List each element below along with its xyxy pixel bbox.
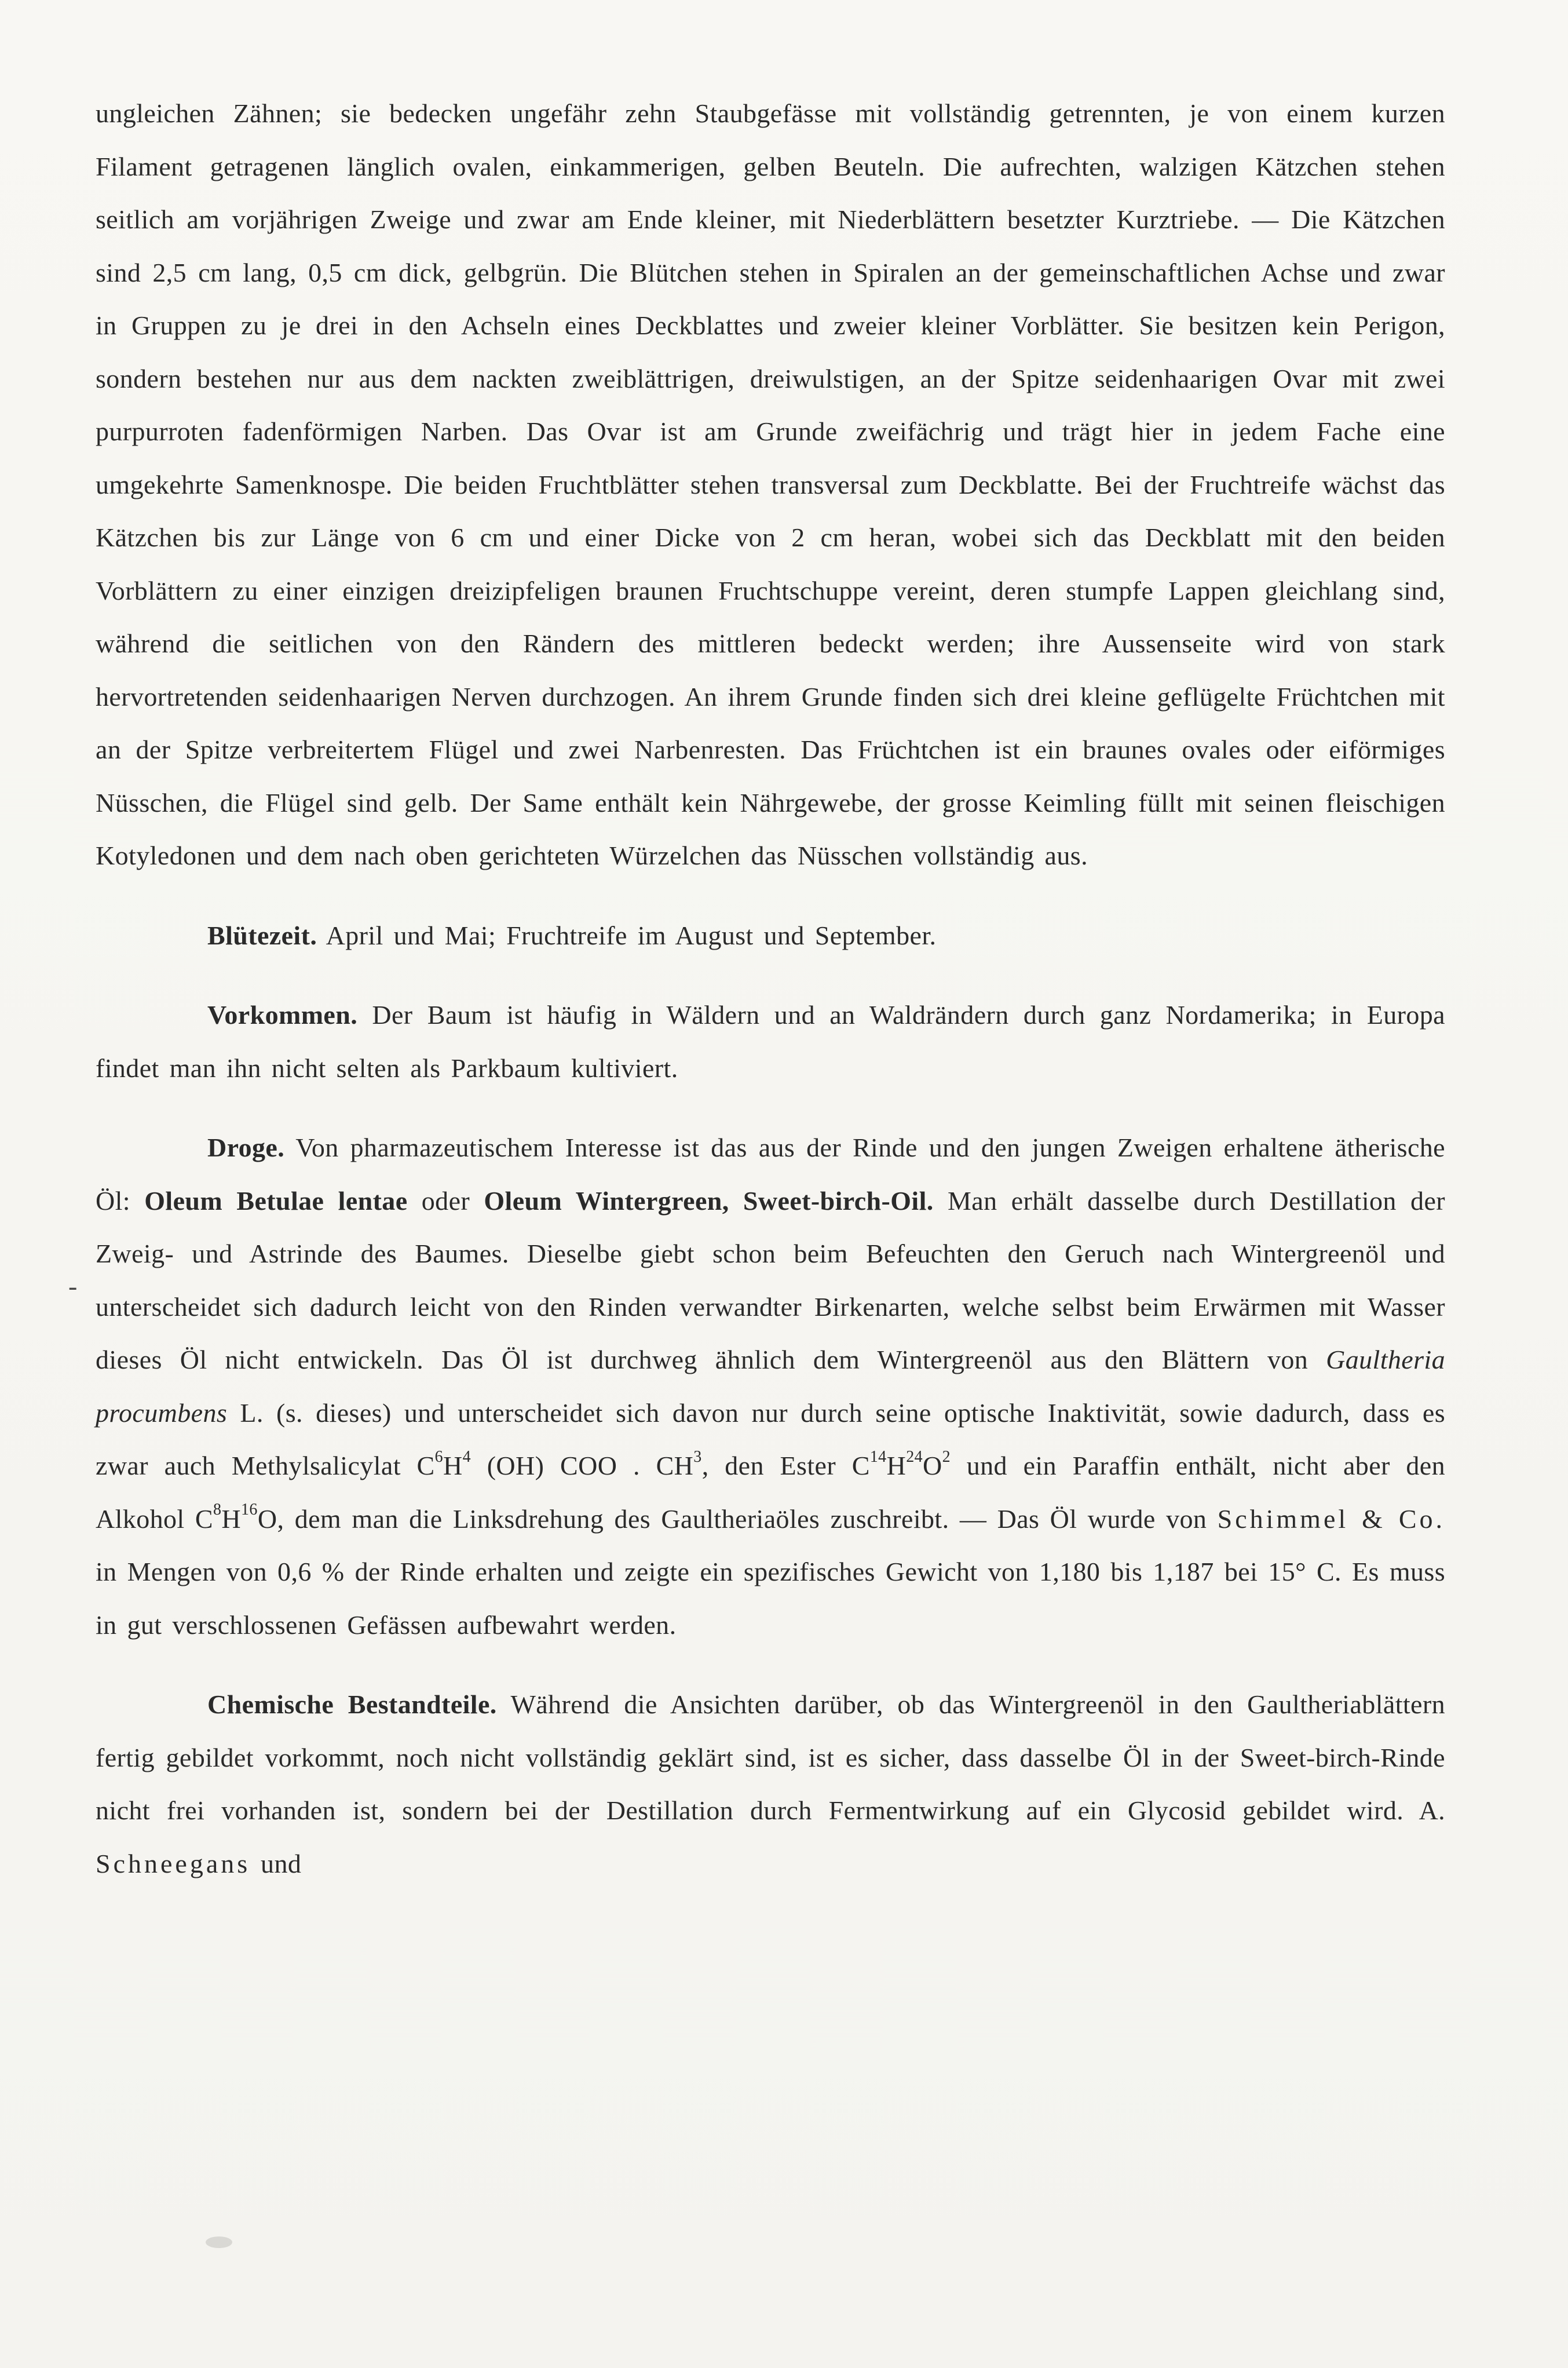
paragraph-bluetezeit xyxy=(96,909,1445,962)
superscript: 2 xyxy=(942,1447,951,1466)
text-run: der Rinde erhalten und zeigte ein spezifisches Gewicht von 1,180 bis 1,187 bei 15° C. Es muss in gut verschlossenen Gefässen aufbewahrt werden. xyxy=(96,1557,1445,1640)
margin-mark: - xyxy=(68,1271,78,1301)
text-run: H xyxy=(886,1451,907,1480)
superscript: 6 xyxy=(434,1447,444,1466)
text-run: Man erhält dasselbe durch Destillation der Zweig- und Astrinde des Baumes. Dieselbe giebt schon beim Befeuchten den Geruch nach Wintergreenöl und unterscheidet sich dadurch leicht von den Rinden verwandter Birkenarten, welche selbst beim Erwärmen mit Wasser dieses Öl nicht entwickeln. Das Öl ist durchweg ähnlich dem Wintergreenöl aus den Blättern von xyxy=(96,1185,1445,1374)
text-run: ungleichen Zähnen; sie bedecken ungefähr zehn Staubgefässe mit vollständig getrennten, je von einem kurzen Filament getragenen länglich ovalen, einkammerigen, gelben Beuteln. Die aufrechten, walzigen Kätzchen stehen seitlich am vorjährigen Zweige und zwar am Ende kleiner, mit Niederblättern besetzter Kurztriebe. — Die Kätzchen sind 2,5 cm lang, 0,5 cm dick, gelbgrün. Die Blütchen stehen in Spiralen an der gemeinschaftlichen Achse und zwar in Gruppen zu je drei in den Achseln eines Deckblattes und zweier kleiner Vorblätter. Sie besitzen kein Perigon, sondern bestehen nur aus dem nackten zweiblättrigen, dreiwulstigen, an der Spitze seidenhaarigen Ovar mit zwei purpurroten fadenförmigen Narben. Das Ovar ist am Grunde zweifächrig und trägt hier in jedem Fache eine umgekehrte Samenknospe. Die beiden Fruchtblätter stehen transversal zum Deckblatte. Bei der Fruchtreife wächst das Kätzchen bis zur Länge von 6 cm und einer Dicke von 2 cm heran, wobei sich das Deckblatt mit den beiden Vorblättern zu einer einzigen dreizipfeligen braunen Fruchtschuppe vereint, deren stumpfe Lappen gleichlang sind, während die seitlichen von den Rändern des mittleren bedeckt werden; ihre Aussenseite wird von stark hervortretenden seidenhaarigen Nerven durchzogen. An ihrem Grunde finden sich drei kleine geflügelte Früchtchen mit an der Spitze verbreitertem Flügel und zwei Narbenresten. Das Früchtchen ist ein braunes ovales oder eiförmiges Nüsschen, die Flügel sind gelb. Der Same enthält kein Nährgewebe, der grosse Keimling füllt mit seinen fleischigen Kotyledonen und dem nach oben gerichteten Würzelchen das Nüsschen vollständig aus. xyxy=(96,98,1445,870)
bold-text: Oleum Wintergreen, Sweet-birch-Oil. xyxy=(484,1185,934,1216)
paragraph-droge xyxy=(96,1121,1445,1651)
superscript: 16 xyxy=(241,1501,258,1519)
paragraph-chemische-bestandteile xyxy=(96,1678,1445,1890)
text-run: L. (s. dieses) und unterscheidet sich davon nur durch seine optische Inaktivität, sowie dadurch, dass es zwar auch Methylsalicylat C xyxy=(96,1398,1445,1480)
text-run: H xyxy=(443,1451,463,1480)
ink-smudge xyxy=(206,2236,232,2248)
text-run: O xyxy=(923,1451,942,1480)
text-run: oder xyxy=(407,1185,484,1216)
bold-text: Chemische Bestandteile. xyxy=(207,1690,497,1719)
text-run: April und Mai; Fruchtreife im August und September. xyxy=(317,920,937,950)
paragraph-description xyxy=(96,87,1445,882)
superscript: 8 xyxy=(213,1501,222,1519)
paragraph-vorkommen xyxy=(96,988,1445,1094)
text-run: , den Ester C xyxy=(701,1451,870,1480)
text-run: Von pharmazeutischem Interesse ist das aus der Rinde und den jungen Zweigen erhaltene ätherische Öl: xyxy=(96,1133,1445,1216)
superscript: 14 xyxy=(869,1447,887,1466)
text-run: O, dem man die Linksdrehung des Gaultheriaöles zuschreibt. — Das Öl wurde von xyxy=(257,1504,1218,1534)
superscript: 4 xyxy=(462,1447,472,1466)
bold-text: Blütezeit. xyxy=(207,920,317,950)
text-run: H xyxy=(221,1504,242,1534)
superscript: 3 xyxy=(693,1447,702,1466)
spaced-text: Schimmel & Co. xyxy=(1217,1504,1445,1534)
text-run: (OH) COO . CH xyxy=(471,1451,694,1480)
text-run: und ein Paraffin enthält, nicht aber den Alkohol C xyxy=(96,1451,1445,1534)
superscript: 24 xyxy=(906,1447,923,1466)
bold-text: Droge. xyxy=(207,1133,285,1162)
italic-text: Gaultheria procumbens xyxy=(96,1345,1445,1428)
text-run: und xyxy=(250,1848,302,1878)
spaced-text: Schneegans xyxy=(96,1848,251,1878)
text-run: in Mengen von 0,6 % xyxy=(96,1557,345,1586)
text-run: Während die Ansichten darüber, ob das Wintergreenöl in den Gaultheriablättern fertig gebildet vorkommt, noch nicht vollständig geklärt sind, ist es sicher, dass dasselbe Öl in der Sweet-birch-Rinde nicht frei vorhanden ist, sondern bei der Destillation durch Fermentwirkung auf ein Glycosid gebildet wird. A. xyxy=(96,1690,1445,1825)
text-run: Der Baum ist häufig in Wäldern und an Waldrändern durch ganz Nordamerika; in Europa findet man ihn nicht selten als Parkbaum kultiviert. xyxy=(96,1000,1445,1083)
bold-text: Oleum Betulae lentae xyxy=(144,1185,408,1216)
body-text xyxy=(96,87,1445,1890)
bold-text: Vorkommen. xyxy=(207,1000,358,1030)
